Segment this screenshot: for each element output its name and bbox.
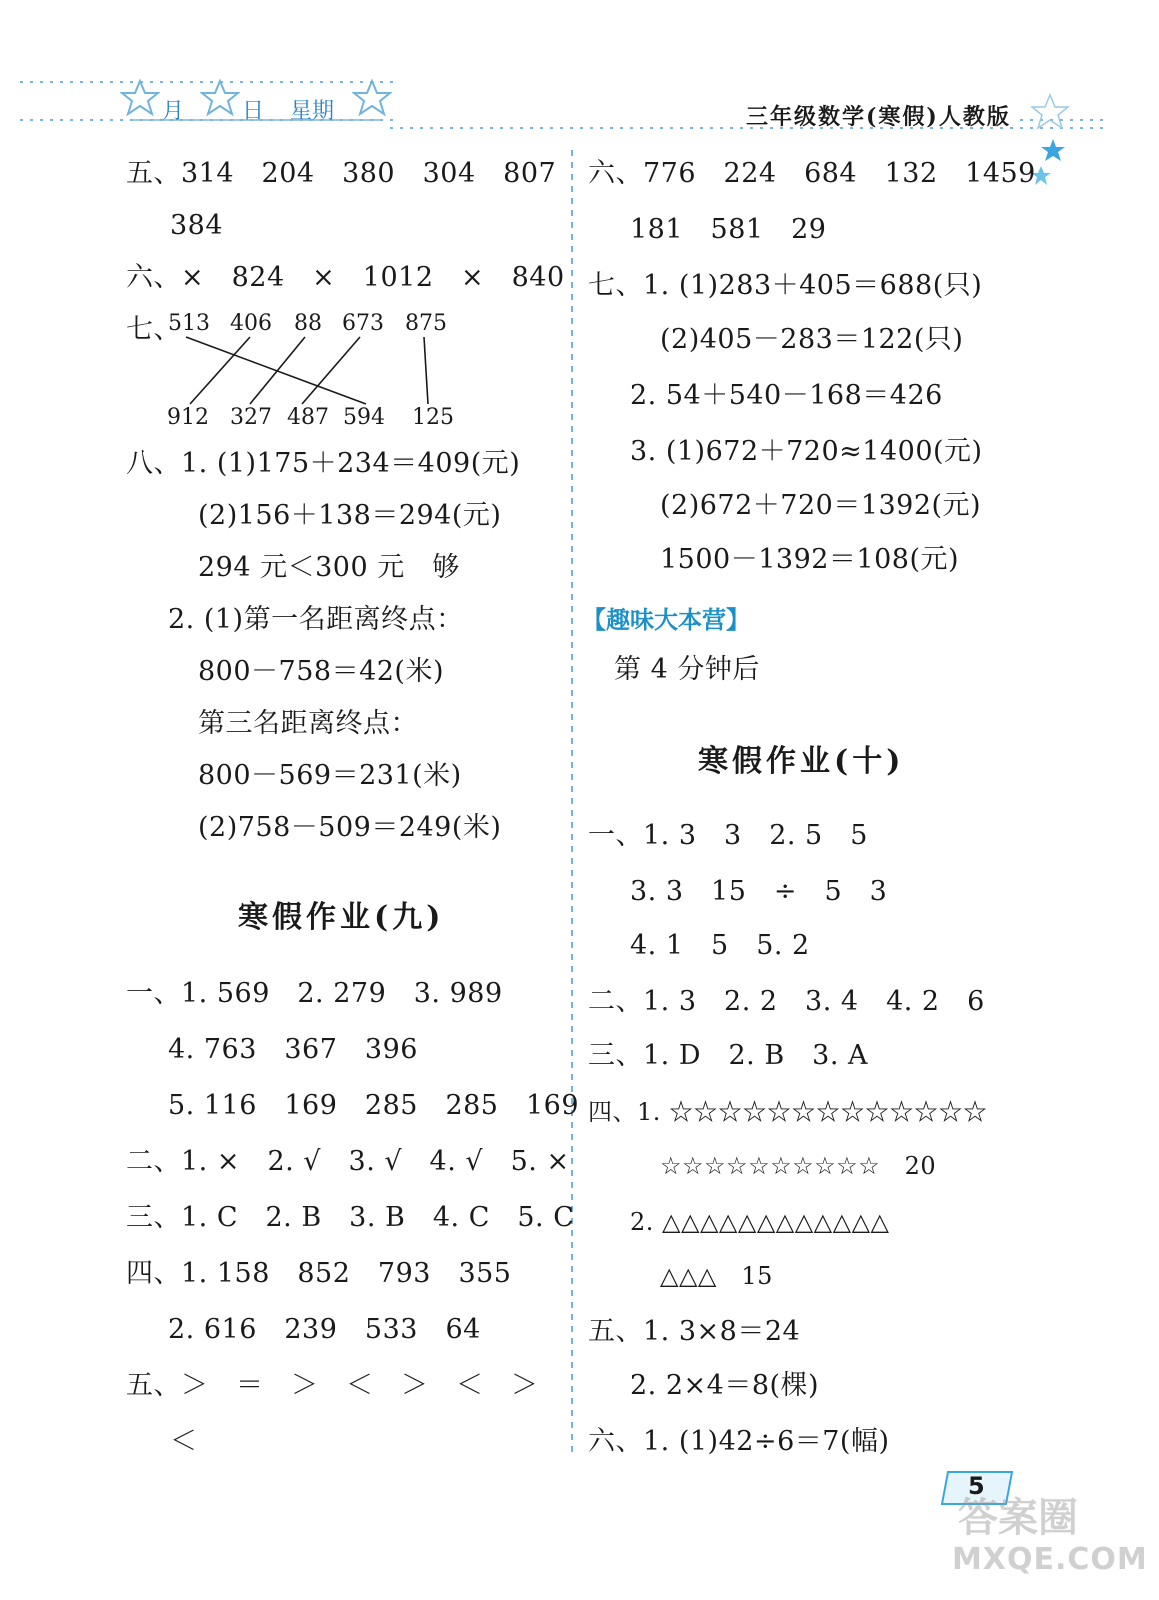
answer-line: 800－758＝42(米): [198, 656, 444, 687]
answer-line: 5. 116 169 285 285 169: [168, 1090, 580, 1121]
header-book-title: 三年级数学(寒假)人教版: [746, 104, 1011, 130]
answer-line: 第 4 分钟后: [614, 654, 760, 685]
answer-line: 2. △△△△△△△△△△△△: [630, 1208, 890, 1236]
answer-line: 一、1. 569 2. 279 3. 989: [126, 978, 503, 1009]
matching-bottom-4: 594: [343, 405, 385, 430]
header-month: 月: [162, 99, 185, 124]
answer-line: 七、1. (1)283＋405＝688(只): [588, 270, 983, 301]
answer-line: 二、1. × 2. √ 3. √ 4. √ 5. ×: [126, 1146, 570, 1177]
answer-line: 2. 2×4＝8(棵): [630, 1370, 820, 1401]
answer-line: 第三名距离终点：: [198, 708, 418, 739]
section-tag-fun: 【趣味大本营】: [582, 606, 750, 634]
answer-line: 五、＞ ＝ ＞ ＜ ＞ ＜ ＞: [126, 1370, 539, 1401]
answer-line: 3. (1)672＋720≈1400(元): [630, 436, 983, 467]
star-filled-icon: [1040, 138, 1066, 164]
answer-line: 三、1. D 2. B 3. A: [588, 1040, 869, 1071]
answer-line: 四、1. 158 852 793 355: [126, 1258, 512, 1289]
answer-line: ＜: [170, 1426, 198, 1457]
header-day: 日: [242, 99, 265, 124]
matching-lines: [0, 0, 600, 460]
answer-line: 800－569＝231(米): [198, 760, 462, 791]
answer-line: 六、1. (1)42÷6＝7(幅): [588, 1426, 890, 1457]
page-number: 5: [968, 1472, 985, 1500]
answer-line: 四、1. ☆☆☆☆☆☆☆☆☆☆☆☆☆: [588, 1098, 988, 1126]
answer-line: 181 581 29: [630, 214, 827, 245]
answer-line: △△△ 15: [660, 1262, 773, 1290]
star-outline-icon: [1030, 92, 1070, 132]
answer-line: 八、1. (1)175＋234＝409(元): [126, 448, 521, 479]
answer-line: ☆☆☆☆☆☆☆☆☆☆ 20: [660, 1152, 937, 1180]
matching-bottom-2: 327: [230, 405, 272, 430]
section-title-10: 寒假作业(十): [698, 744, 905, 779]
matching-top-1: 513: [168, 311, 210, 336]
answer-line: 2. 616 239 533 64: [168, 1314, 481, 1345]
matching-top-5: 875: [405, 311, 447, 336]
answer-line: 3. 3 15 ÷ 5 3: [630, 876, 888, 907]
watermark-url: MXQE.COM: [952, 1542, 1148, 1577]
answer-line: 六、× 824 × 1012 × 840: [126, 262, 565, 293]
matching-top-3: 88: [294, 311, 322, 336]
matching-top-4: 673: [342, 311, 384, 336]
answer-line: 1500－1392＝108(元): [660, 544, 960, 575]
answer-line: 2. (1)第一名距离终点：: [168, 604, 464, 635]
answer-line: 4. 1 5 5. 2: [630, 930, 810, 961]
answer-line: (2)156＋138＝294(元): [198, 500, 502, 531]
answer-line: (2)405－283＝122(只): [660, 324, 964, 355]
answer-line: 三、1. C 2. B 3. B 4. C 5. C: [126, 1202, 575, 1233]
matching-bottom-5: 125: [412, 405, 454, 430]
answer-line: 384: [170, 210, 224, 241]
answer-line: 4. 763 367 396: [168, 1034, 418, 1065]
answer-line: 六、776 224 684 132 1459: [588, 158, 1036, 189]
header-weekday: 星期: [290, 99, 335, 124]
matching-top-2: 406: [230, 311, 272, 336]
answer-line: 2. 54＋540－168＝426: [630, 380, 943, 411]
answer-line: 五、1. 3×8＝24: [588, 1316, 801, 1347]
matching-bottom-1: 912: [167, 405, 209, 430]
answer-line: 二、1. 3 2. 2 3. 4 4. 2 6: [588, 986, 985, 1017]
answer-line: 一、1. 3 3 2. 5 5: [588, 820, 868, 851]
matching-bottom-3: 487: [287, 405, 329, 430]
watermark-logo: 答案圈: [958, 1495, 1078, 1541]
answer-line: 五、314 204 380 304 807: [126, 158, 557, 189]
answer-line: 294 元＜300 元 够: [198, 552, 460, 583]
matching-label: 七、: [126, 314, 181, 345]
answer-line: (2)758－509＝249(米): [198, 812, 502, 843]
section-title-9: 寒假作业(九): [238, 900, 445, 935]
answer-line: (2)672＋720＝1392(元): [660, 490, 982, 521]
